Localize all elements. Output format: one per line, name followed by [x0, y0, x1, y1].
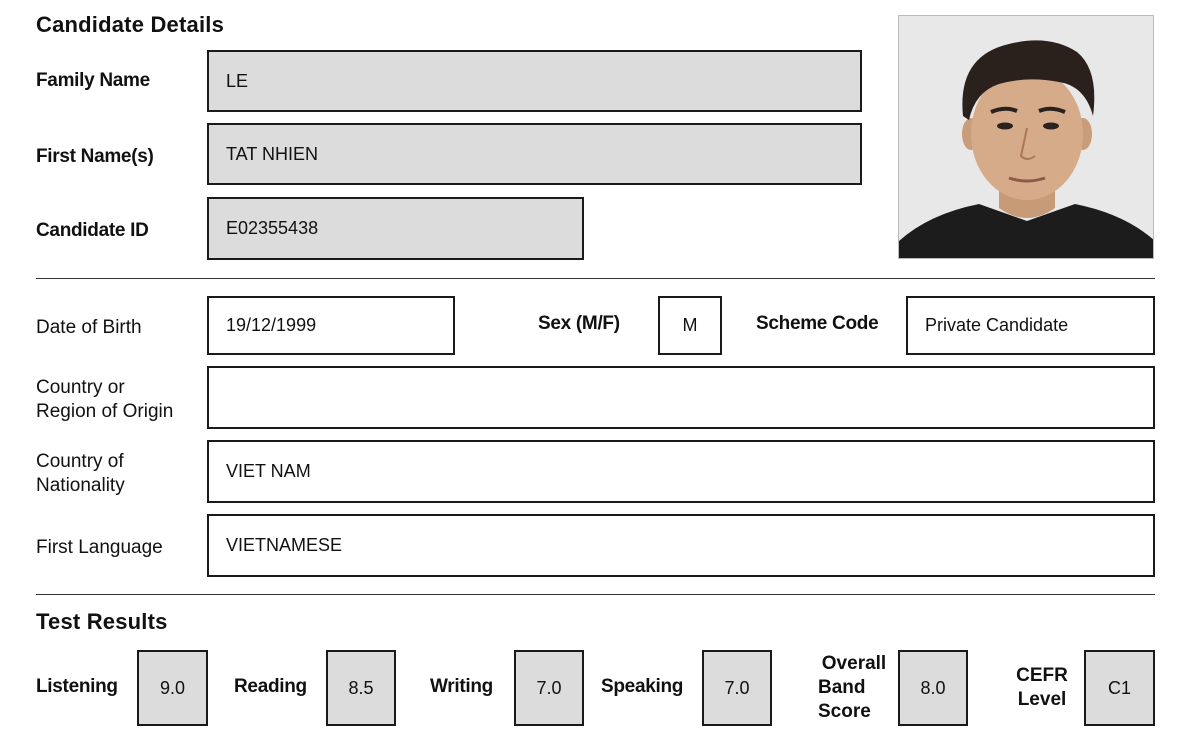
- first-language-field: [207, 514, 1155, 577]
- scheme-code-value: Private Candidate: [925, 315, 1069, 335]
- writing-score-value: 7.0: [536, 677, 562, 698]
- speaking-score-value: 7.0: [724, 677, 750, 698]
- candidate-id-field: [207, 197, 584, 260]
- family-name-value: LE: [226, 70, 249, 91]
- divider-bottom: [36, 594, 1155, 595]
- first-name-field: [207, 123, 862, 185]
- cefr-label-line-2: Level: [1017, 689, 1067, 710]
- listening-score-value: 9.0: [159, 677, 186, 698]
- reading-label: Reading: [234, 676, 307, 697]
- nationality-field: [207, 440, 1155, 503]
- nationality-label-line-2: Nationality: [36, 475, 125, 496]
- candidate-details-heading: Candidate Details: [36, 12, 225, 37]
- overall-label-line-3: Score: [818, 701, 871, 722]
- first-name-value: TAT NHIEN: [226, 143, 319, 164]
- dob-field: [207, 296, 455, 355]
- origin-label-line-2: Region of Origin: [36, 401, 174, 422]
- reading-score: [326, 650, 396, 726]
- speaking-score: [702, 650, 772, 726]
- divider-top: [36, 278, 1155, 279]
- first-name-label: First Name(s): [36, 146, 154, 167]
- candidate-id-value: E02355438: [226, 218, 319, 238]
- nationality-value: VIET NAM: [226, 461, 311, 481]
- nationality-label: [36, 450, 125, 498]
- sex-label: Sex (M/F): [538, 313, 620, 334]
- candidate-photo: [898, 15, 1154, 259]
- speaking-label: Speaking: [601, 676, 684, 697]
- sex-field: [658, 296, 722, 355]
- cefr-level-value: C1: [1107, 677, 1131, 698]
- origin-label-line-1: Country or: [36, 377, 125, 398]
- candidate-id-label: Candidate ID: [36, 220, 149, 241]
- cefr-level-label: [1010, 664, 1074, 712]
- overall-band-value: 8.0: [920, 677, 946, 698]
- cefr-level-score: [1084, 650, 1155, 726]
- dob-value: 19/12/1999: [226, 315, 317, 335]
- cefr-label-line-1: CEFR: [1016, 665, 1068, 686]
- listening-score: [137, 650, 208, 726]
- first-language-value: VIETNAMESE: [226, 535, 343, 555]
- candidate-photo-image: [899, 16, 1154, 259]
- nationality-label-line-1: Country of: [36, 451, 124, 472]
- sex-value: M: [682, 315, 698, 335]
- overall-label-line-2: Band: [818, 677, 866, 698]
- first-language-label: First Language: [36, 537, 163, 558]
- origin-label: [36, 376, 173, 424]
- writing-score: [514, 650, 584, 726]
- writing-label: Writing: [430, 676, 493, 697]
- overall-band-label: [814, 652, 894, 724]
- family-name-field: [207, 50, 862, 112]
- reading-score-value: 8.5: [348, 677, 374, 698]
- scheme-code-field: [906, 296, 1155, 355]
- origin-field: [207, 366, 1155, 429]
- overall-label-line-1: Overall: [821, 653, 887, 674]
- listening-label: Listening: [36, 676, 118, 697]
- family-name-label: Family Name: [36, 70, 150, 91]
- dob-label: Date of Birth: [36, 317, 142, 338]
- test-results-heading: Test Results: [36, 609, 168, 634]
- scheme-code-label: Scheme Code: [756, 313, 879, 334]
- overall-band-score: [898, 650, 968, 726]
